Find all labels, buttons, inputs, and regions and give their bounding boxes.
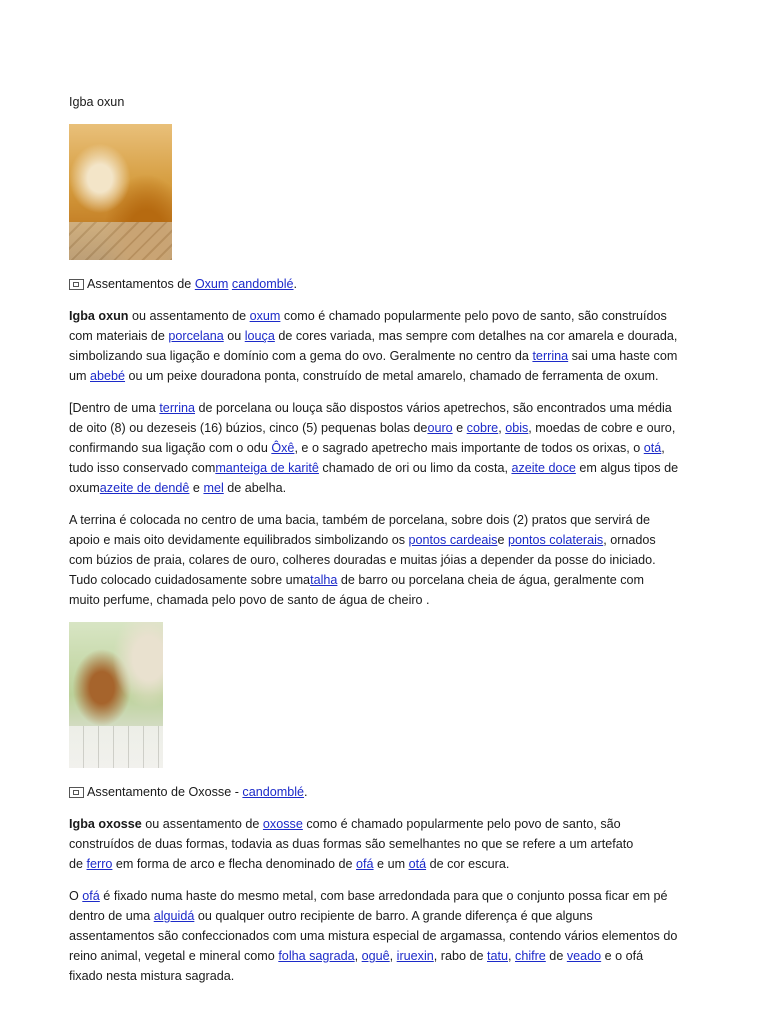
text-run: de cores variada, mas sempre com detalhes na cor amarela e dourada, [274, 329, 678, 343]
text-run: assentamentos são confeccionados com uma mistura especial de argamassa, contendo vários elementos do [69, 929, 678, 943]
text-run: chamado de ori ou limo da costa, [318, 461, 512, 475]
text-run: ou qualquer outro recipiente de barro. A grande diferença é que alguns [194, 909, 593, 923]
text-run: confirmando sua ligação com o odu [69, 441, 272, 455]
text-run: ou [223, 329, 245, 343]
text-link[interactable]: terrina [532, 349, 569, 363]
text-link[interactable]: azeite doce [511, 461, 576, 475]
text-link[interactable]: cobre [466, 421, 499, 435]
text-run: e o ofá [601, 949, 644, 963]
text-run: Assentamentos de [87, 277, 195, 291]
text-run: e [452, 421, 467, 435]
text-line [69, 398, 705, 418]
text-line [69, 458, 705, 478]
text-line [69, 966, 705, 986]
text-line [69, 418, 705, 438]
text-run: oxum [69, 481, 100, 495]
page-title: Igba oxun [69, 95, 125, 109]
text-run: e um [373, 857, 409, 871]
figure-caption-oxum [69, 274, 705, 294]
text-line [69, 366, 705, 386]
text-run: construídos de duas formas, todavia as duas formas são semelhantes no que se refere a um artefato [69, 837, 634, 851]
text-run: , [389, 949, 397, 963]
paragraph-terrina-placement [69, 510, 705, 610]
text-link[interactable]: veado [566, 949, 602, 963]
paragraph-igba-oxosse [69, 814, 705, 874]
text-run: Tudo colocado cuidadosamente sobre uma [69, 573, 311, 587]
text-run: de abelha. [223, 481, 287, 495]
text-run: [Dentro de uma [69, 401, 160, 415]
text-run: sai uma haste com [568, 349, 678, 363]
text-run: , [498, 421, 506, 435]
text-link[interactable]: folha sagrada [278, 949, 355, 963]
paragraph-terrina-contents [69, 398, 705, 498]
text-link[interactable]: ferro [86, 857, 113, 871]
text-line [69, 326, 705, 346]
text-run: tudo isso conservado com [69, 461, 216, 475]
text-run: de barro ou porcelana cheia de água, geralmente com [337, 573, 645, 587]
text-link[interactable]: oxosse [262, 817, 303, 831]
caption-text [87, 274, 297, 294]
text-link[interactable]: pontos colaterais [507, 533, 604, 547]
text-run: ou assentamento de [141, 817, 263, 831]
text-link[interactable]: abebé [90, 369, 126, 383]
text-run: de [545, 949, 567, 963]
text-link[interactable]: chifre [515, 949, 546, 963]
text-run: em forma de arco e flecha denominado de [112, 857, 357, 871]
text-run: dentro de uma [69, 909, 154, 923]
text-link[interactable]: porcelana [168, 329, 224, 343]
text-line [69, 346, 705, 366]
text-run: muito perfume, chamada pelo povo de santo de água de cheiro . [69, 593, 430, 607]
text-line [69, 530, 705, 550]
text-link[interactable]: pontos cardeais [408, 533, 498, 547]
text-line [69, 478, 705, 498]
text-run: O [69, 889, 83, 903]
text-run: Assentamento de Oxosse - [87, 785, 243, 799]
text-line [69, 834, 705, 854]
text-link[interactable]: oguê [361, 949, 390, 963]
text-run: , [508, 949, 516, 963]
text-link[interactable]: ofá [356, 857, 374, 871]
text-run: como é chamado popularmente pelo povo de santo, são [302, 817, 621, 831]
text-run: e [497, 533, 508, 547]
text-link[interactable]: Ôxê [271, 441, 295, 455]
text-run: de porcelana ou louça são dispostos vários apetrechos, são encontrados uma média [195, 401, 672, 415]
text-line [69, 590, 705, 610]
text-run: , [661, 441, 665, 455]
text-link[interactable]: ouro [427, 421, 453, 435]
text-line [69, 854, 705, 874]
text-link[interactable]: tatu [487, 949, 509, 963]
text-line [69, 570, 705, 590]
text-run: , [354, 949, 362, 963]
text-run: com búzios de praia, colares de ouro, colheres douradas e muitas jóias a depender da posse do iniciado. [69, 553, 656, 567]
caption-text [87, 782, 308, 802]
text-run: simbolizando sua ligação e domínio com a gema do ovo. Geralmente no centro da [69, 349, 533, 363]
text-run: com materiais de [69, 329, 169, 343]
text-link[interactable]: alguidá [153, 909, 195, 923]
text-link[interactable]: otá [643, 441, 662, 455]
text-line [69, 306, 705, 326]
text-run: em algus tipos de [575, 461, 679, 475]
text-run: de cor escura. [426, 857, 510, 871]
text-link[interactable]: azeite de dendê [99, 481, 190, 495]
text-run: , rabo de [433, 949, 487, 963]
text-run: A terrina é colocada no centro de uma bacia, também de porcelana, sobre dois (2) pratos que servirá de [69, 513, 651, 527]
text-link[interactable]: talha [310, 573, 338, 587]
image-caption-icon [69, 787, 84, 798]
text-run: é fixado numa haste do mesmo metal, com base arredondada para que o conjunto possa ficar em pé [99, 889, 668, 903]
text-link[interactable]: oxum [249, 309, 281, 323]
text-run: ou um peixe douradona ponta, construído de metal amarelo, chamado de ferramenta de oxum. [125, 369, 659, 383]
text-line [69, 814, 705, 834]
text-link[interactable]: Oxum [194, 277, 229, 291]
text-line [69, 438, 705, 458]
text-link[interactable]: candomblé [242, 785, 305, 799]
text-link[interactable]: terrina [159, 401, 196, 415]
text-run: , moedas de cobre e ouro, [528, 421, 676, 435]
text-link[interactable]: mel [203, 481, 224, 495]
text-link[interactable]: obis [505, 421, 529, 435]
text-line [69, 510, 705, 530]
text-run: apoio e mais oito devidamente equilibrados simbolizando os [69, 533, 409, 547]
paragraph-igba-oxun [69, 306, 705, 386]
text-run: . [304, 785, 308, 799]
text-run: fixado nesta mistura sagrada. [69, 969, 235, 983]
text-run: reino animal, vegetal e mineral como [69, 949, 279, 963]
text-run: . [293, 277, 298, 291]
paragraph-ofa-description [69, 886, 705, 986]
bold-text: Igba oxun [69, 309, 129, 323]
text-link[interactable]: candomblé [231, 277, 294, 291]
oxum-shrine-photo [69, 124, 172, 260]
text-link[interactable]: ofá [82, 889, 100, 903]
text-line [69, 946, 705, 966]
text-run: como é chamado popularmente pelo povo de santo, são construídos [280, 309, 667, 323]
text-run: de [69, 857, 87, 871]
text-run: , e o sagrado apetrecho mais importante de todos os orixas, o [294, 441, 644, 455]
image-caption-icon [69, 279, 84, 290]
bold-text: Igba oxosse [69, 817, 142, 831]
text-run: de oito (8) ou dezeseis (16) búzios, cinco (5) pequenas bolas de [69, 421, 428, 435]
text-link[interactable]: manteiga de karitê [215, 461, 319, 475]
text-run: ou assentamento de [128, 309, 250, 323]
text-run: e [189, 481, 204, 495]
text-line [69, 906, 705, 926]
text-run: um [69, 369, 90, 383]
text-link[interactable]: otá [408, 857, 427, 871]
text-line [69, 550, 705, 570]
oxosse-shrine-photo [69, 622, 163, 768]
document-body [69, 92, 705, 998]
text-link[interactable]: iruexin [396, 949, 434, 963]
text-run: , ornados [603, 533, 656, 547]
figure-caption-oxosse [69, 782, 705, 802]
text-link[interactable]: louça [244, 329, 275, 343]
text-line [69, 926, 705, 946]
text-line [69, 886, 705, 906]
